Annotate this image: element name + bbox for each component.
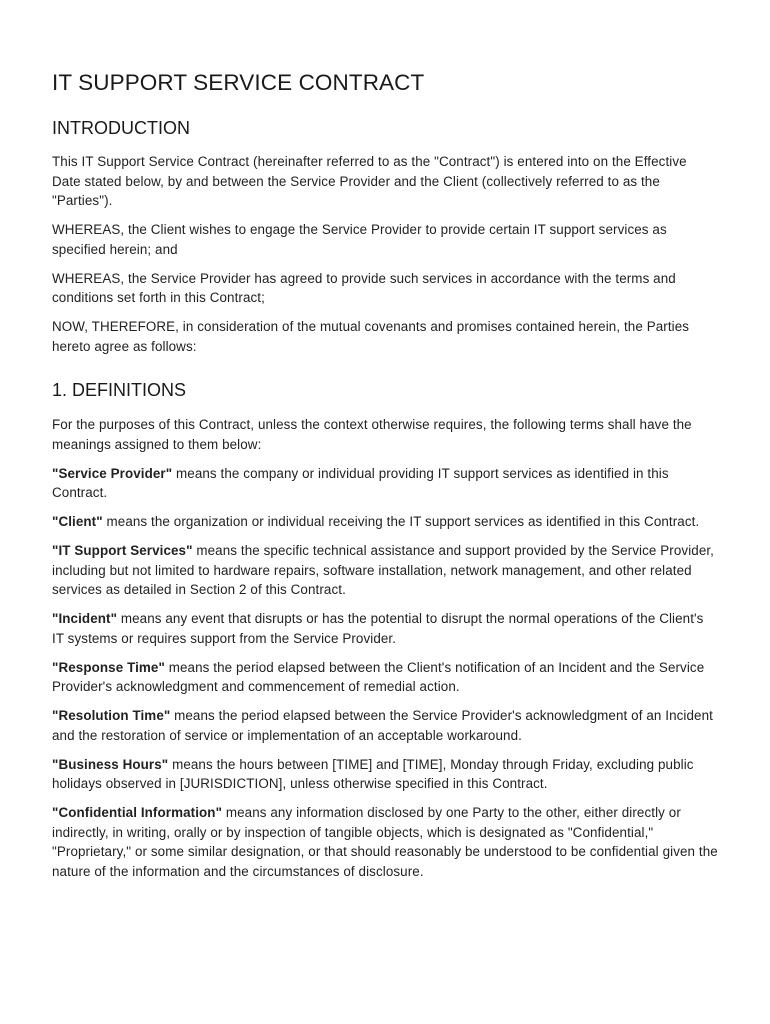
definition-resolution-time	[52, 706, 718, 745]
intro-paragraph-1: This IT Support Service Contract (hereinafter referred to as the "Contract") is entered into on the Effective Date stated below, by and between the Service Provider and the Client (collectively referred to as the "Parties").	[52, 154, 687, 208]
intro-paragraph-3: WHEREAS, the Service Provider has agreed to provide such services in accordance with the terms and conditions set forth in this Contract;	[52, 270, 676, 305]
definition-response-time	[52, 658, 718, 697]
definition-term: "Business Hours"	[52, 756, 169, 772]
definition-text: means any event that disrupts or has the potential to disrupt the normal operations of the Client's IT systems or requires support from the Service Provider.	[52, 611, 704, 646]
definition-client	[52, 512, 718, 532]
definition-service-provider	[52, 464, 718, 503]
intro-paragraph-2: WHEREAS, the Client wishes to engage the Service Provider to provide certain IT support services as specified herein; and	[52, 222, 667, 257]
definition-term: "Service Provider"	[52, 465, 173, 481]
definition-text: means the organization or individual receiving the IT support services as identified in this Contract.	[102, 514, 700, 529]
definition-term: "Confidential Information"	[52, 805, 223, 820]
definition-text: means the specific technical assistance and support provided by the Service Provider, including but not limited to hardware repairs, software installation, network management, and other related services as detailed in Section 2 of this Contract.	[52, 543, 715, 597]
definition-term: "IT Support Services"	[52, 543, 193, 558]
definitions-heading: 1. DEFINITIONS	[52, 380, 187, 400]
definition-text: means the hours between [TIME] and [TIME], Monday through Friday, excluding public holidays observed in [JURISDICTION], unless otherwise specified in this Contract.	[52, 756, 694, 791]
definition-business-hours	[52, 755, 718, 794]
definition-text: means the period elapsed between the Service Provider's acknowledgment of an Incident and the restoration of service or implementation of an acceptable workaround.	[52, 708, 713, 743]
definitions-intro: For the purposes of this Contract, unless the context otherwise requires, the following terms shall have the meanings assigned to them below:	[52, 417, 692, 452]
definition-text: means any information disclosed by one Party to the other, either directly or indirectly, in writing, orally or by inspection of tangible objects, which is designated as "Confidential," "Proprietary," or some similar designation, or that should reasonably be understood to be confidential given the nature of the information and the circumstances of disclosure.	[52, 805, 718, 879]
definition-confidential-information	[52, 803, 718, 881]
definition-term: "Response Time"	[52, 659, 165, 675]
introduction-heading: INTRODUCTION	[52, 118, 190, 138]
document-title: IT SUPPORT SERVICE CONTRACT	[52, 70, 425, 95]
definition-incident	[52, 609, 718, 648]
definition-term: "Client"	[52, 514, 103, 529]
definition-it-support-services	[52, 541, 718, 600]
definition-text: means the period elapsed between the Client's notification of an Incident and the Service Provider's acknowledgment and commencement of remedial action.	[52, 659, 705, 694]
intro-paragraph-4: NOW, THEREFORE, in consideration of the mutual covenants and promises contained herein, the Parties hereto agree as follows:	[52, 319, 690, 354]
definition-text: means the company or individual providing IT support services as identified in this Contract.	[52, 465, 669, 500]
definition-term: "Incident"	[52, 611, 118, 626]
definition-term: "Resolution Time"	[52, 708, 171, 723]
